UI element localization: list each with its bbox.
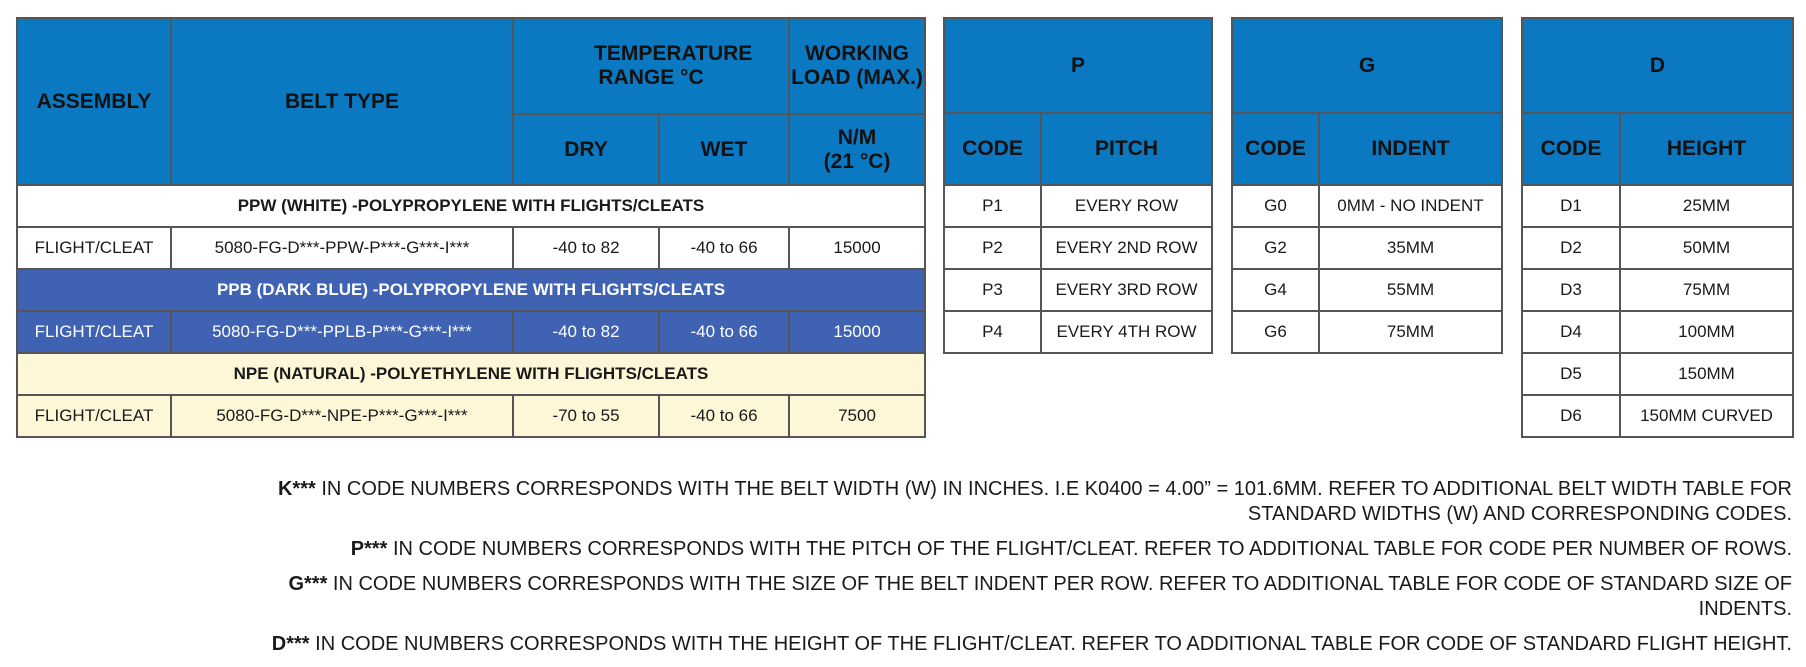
g-code-header: CODE xyxy=(1232,113,1319,185)
value-cell: EVERY 4TH ROW xyxy=(1041,311,1212,353)
belt-spec-table xyxy=(16,17,926,438)
load-cell: 7500 xyxy=(789,395,925,437)
table-row xyxy=(944,185,1212,227)
table-row xyxy=(944,269,1212,311)
value-cell: 75MM xyxy=(1319,311,1502,353)
assembly-cell: FLIGHT/CLEAT xyxy=(17,227,171,269)
dry-cell: -70 to 55 xyxy=(513,395,659,437)
code-cell: D4 xyxy=(1522,311,1620,353)
note-k xyxy=(192,477,1792,527)
note-key: P*** xyxy=(350,538,388,560)
table-row xyxy=(1232,269,1502,311)
group-title-npe: NPE (NATURAL) -POLYETHYLENE WITH FLIGHTS/CLEATS xyxy=(17,353,925,395)
code-cell: D1 xyxy=(1522,185,1620,227)
value-cell: 50MM xyxy=(1620,227,1793,269)
note-text: IN CODE NUMBERS CORRESPONDS WITH THE SIZE OF THE BELT INDENT PER ROW. REFER TO ADDITIONAL TABLE FOR CODE OF STANDARD SIZE OF INDENTS. xyxy=(327,573,1792,620)
note-key: D*** xyxy=(271,633,310,655)
indent-header: INDENT xyxy=(1319,113,1502,185)
height-header: HEIGHT xyxy=(1620,113,1793,185)
group-title-ppw: PPW (WHITE) -POLYPROPYLENE WITH FLIGHTS/CLEATS xyxy=(17,185,925,227)
d-table-title: D xyxy=(1522,18,1793,113)
assembly-header: ASSEMBLY xyxy=(17,18,171,185)
load-cell: 15000 xyxy=(789,311,925,353)
note-p xyxy=(192,537,1792,562)
table-row xyxy=(1232,311,1502,353)
value-cell: EVERY 2ND ROW xyxy=(1041,227,1212,269)
code-cell: G4 xyxy=(1232,269,1319,311)
note-d xyxy=(192,632,1792,657)
table-row xyxy=(1522,227,1793,269)
code-cell: D5 xyxy=(1522,353,1620,395)
dry-cell: -40 to 82 xyxy=(513,311,659,353)
wet-cell: -40 to 66 xyxy=(659,395,789,437)
note-g xyxy=(192,572,1792,622)
value-cell: 75MM xyxy=(1620,269,1793,311)
value-cell: 25MM xyxy=(1620,185,1793,227)
assembly-cell: FLIGHT/CLEAT xyxy=(17,311,171,353)
note-key: G*** xyxy=(288,573,328,595)
code-cell: P1 xyxy=(944,185,1041,227)
table-row xyxy=(17,227,925,269)
table-row xyxy=(1522,311,1793,353)
code-cell: G2 xyxy=(1232,227,1319,269)
p-code-header: CODE xyxy=(944,113,1041,185)
table-row xyxy=(1232,185,1502,227)
d-code-header: CODE xyxy=(1522,113,1620,185)
wet-header: WET xyxy=(659,114,789,185)
dry-header: DRY xyxy=(513,114,659,185)
code-notes xyxy=(192,477,1792,667)
belt-type-cell: 5080-FG-D***-PPW-P***-G***-I*** xyxy=(171,227,513,269)
table-row xyxy=(17,395,925,437)
value-cell: 0MM - NO INDENT xyxy=(1319,185,1502,227)
value-cell: 100MM xyxy=(1620,311,1793,353)
table-row xyxy=(1232,227,1502,269)
belt-type-cell: 5080-FG-D***-NPE-P***-G***-I*** xyxy=(171,395,513,437)
code-cell: D6 xyxy=(1522,395,1620,437)
pitch-header: PITCH xyxy=(1041,113,1212,185)
load-unit-header: N/M (21 °C) xyxy=(789,114,925,185)
value-cell: EVERY 3RD ROW xyxy=(1041,269,1212,311)
temperature-range-header: TEMPERATURE RANGE °C xyxy=(513,18,789,114)
group-title-ppb: PPB (DARK BLUE) -POLYPROPYLENE WITH FLIGHTS/CLEATS xyxy=(17,269,925,311)
value-cell: 150MM xyxy=(1620,353,1793,395)
assembly-cell: FLIGHT/CLEAT xyxy=(17,395,171,437)
table-row xyxy=(1522,269,1793,311)
note-text: IN CODE NUMBERS CORRESPONDS WITH THE PITCH OF THE FLIGHT/CLEAT. REFER TO ADDITIONAL TABLE FOR CODE PER NUMBER OF ROWS. xyxy=(387,538,1792,560)
value-cell: EVERY ROW xyxy=(1041,185,1212,227)
table-row xyxy=(944,311,1212,353)
code-cell: D3 xyxy=(1522,269,1620,311)
table-row xyxy=(1522,185,1793,227)
code-cell: P2 xyxy=(944,227,1041,269)
code-cell: P3 xyxy=(944,269,1041,311)
pitch-code-table xyxy=(943,17,1213,354)
table-row xyxy=(1522,395,1793,437)
height-code-table xyxy=(1521,17,1794,438)
code-cell: D2 xyxy=(1522,227,1620,269)
wet-cell: -40 to 66 xyxy=(659,311,789,353)
belt-type-header: BELT TYPE xyxy=(171,18,513,185)
note-key: K*** xyxy=(277,478,316,500)
wet-cell: -40 to 66 xyxy=(659,227,789,269)
table-row xyxy=(944,227,1212,269)
indent-code-table xyxy=(1231,17,1503,354)
code-cell: G6 xyxy=(1232,311,1319,353)
working-load-header: WORKING LOAD (MAX.) xyxy=(789,18,925,114)
value-cell: 55MM xyxy=(1319,269,1502,311)
p-table-title: P xyxy=(944,18,1212,113)
belt-type-cell: 5080-FG-D***-PPLB-P***-G***-I*** xyxy=(171,311,513,353)
load-cell: 15000 xyxy=(789,227,925,269)
value-cell: 35MM xyxy=(1319,227,1502,269)
table-row xyxy=(1522,353,1793,395)
dry-cell: -40 to 82 xyxy=(513,227,659,269)
code-cell: P4 xyxy=(944,311,1041,353)
note-text: IN CODE NUMBERS CORRESPONDS WITH THE HEIGHT OF THE FLIGHT/CLEAT. REFER TO ADDITIONAL TABLE FOR CODE OF STANDARD FLIGHT HEIGHT. xyxy=(309,633,1792,655)
note-text: IN CODE NUMBERS CORRESPONDS WITH THE BELT WIDTH (W) IN INCHES. I.E K0400 = 4.00” = 101.6MM. REFER TO ADDITIONAL BELT WIDTH TABLE FOR STANDARD WIDTHS (W) AND CORRESPONDING CODES. xyxy=(315,478,1792,525)
value-cell: 150MM CURVED xyxy=(1620,395,1793,437)
code-cell: G0 xyxy=(1232,185,1319,227)
g-table-title: G xyxy=(1232,18,1502,113)
table-row xyxy=(17,311,925,353)
